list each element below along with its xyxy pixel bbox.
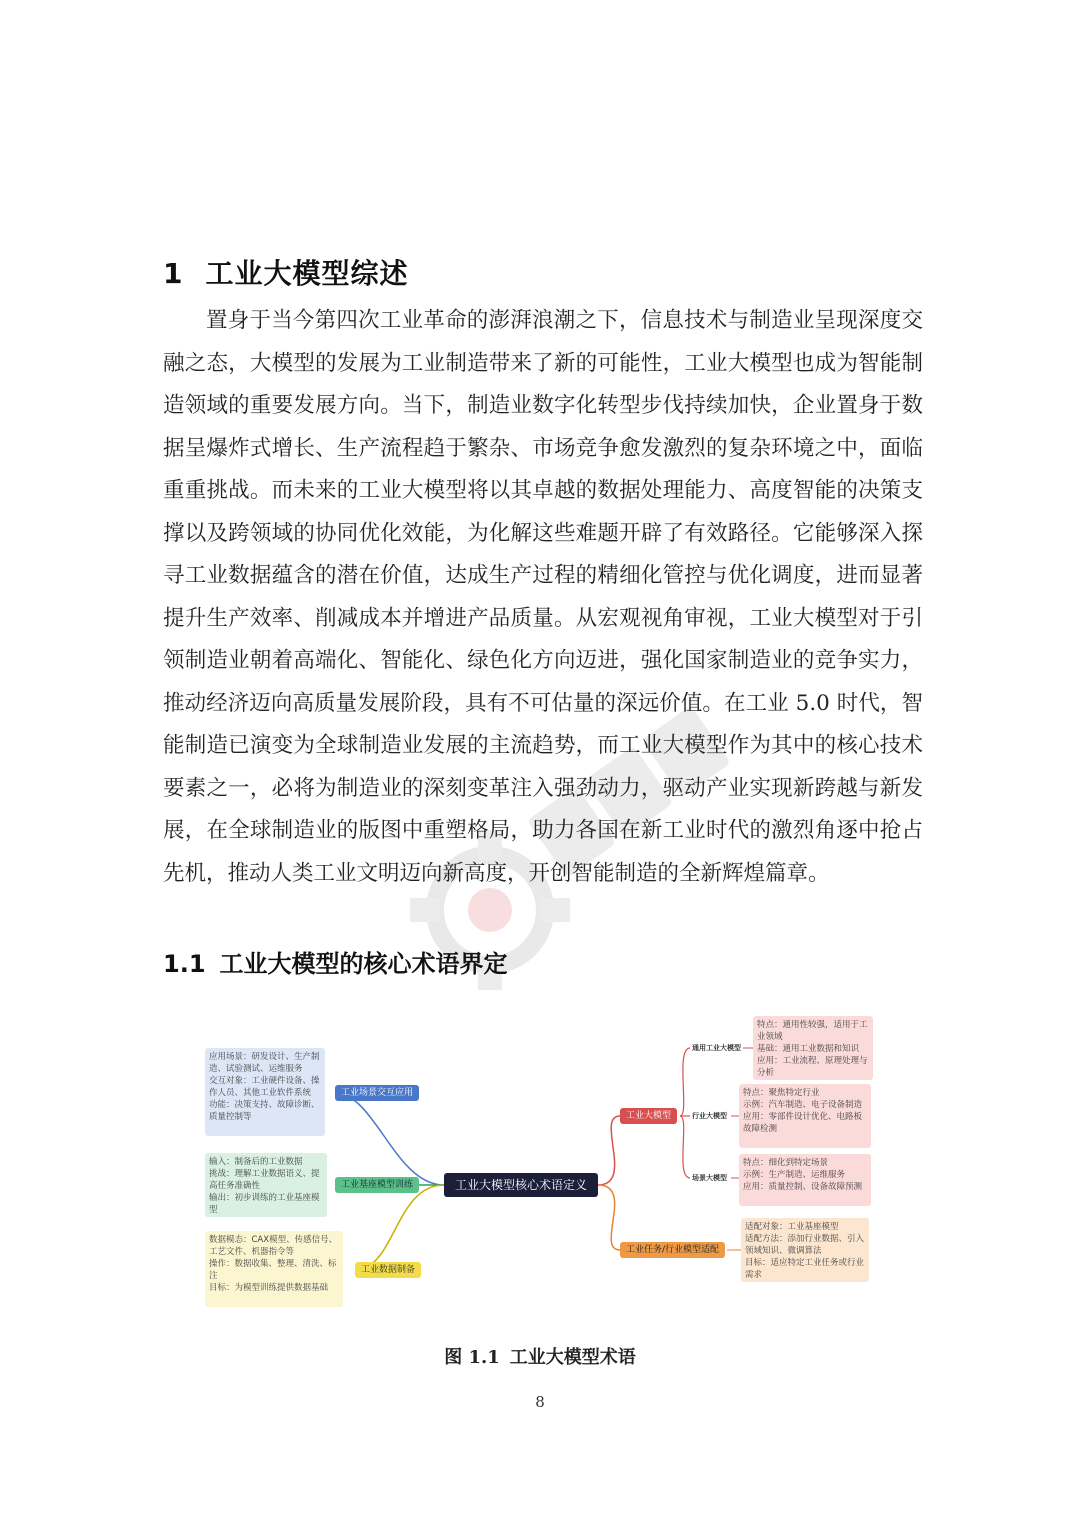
mindmap-figure — [195, 1010, 885, 1315]
page-number: 8 — [535, 1393, 545, 1411]
node-root: 工业大模型核心术语定义 — [444, 1173, 598, 1197]
node-industrial-model: 工业大模型 — [620, 1108, 677, 1124]
figure-number: 图 1.1 — [444, 1347, 500, 1368]
section-number: 1 — [163, 257, 184, 290]
section-heading — [163, 252, 409, 292]
subsection-number: 1.1 — [163, 950, 206, 978]
detail-box-general-model: 特点：通用性较强，适用于工业领域 基础：通用工业数据和知识 应用：工业流程、原理处理与分析 — [753, 1016, 873, 1080]
node-industry-model: 行业大模型 — [692, 1112, 727, 1120]
node-general-model: 通用工业大模型 — [692, 1044, 741, 1052]
node-scene-app: 工业场景交互应用 — [335, 1085, 419, 1101]
node-base-training: 工业基座模型训练 — [335, 1177, 419, 1193]
subsection-heading — [163, 944, 508, 979]
figure-caption — [0, 1343, 1080, 1369]
body-paragraph: 置身于当今第四次工业革命的澎湃浪潮之下，信息技术与制造业呈现深度交融之态，大模型的发展为工业制造带来了新的可能性，工业大模型也成为智能制造领域的重要发展方向。当下，制造业数字化转型步伐持续加快，企业置身于数据呈爆炸式增长、生产流程趋于繁杂、市场竞争愈发激烈的复杂环境之中，面临重重挑战。而未来的工业大模型将以其卓越的数据处理能力、高度智能的决策支撑以及跨领域的协同优化效能，为化解这些难题开辟了有效路径。它能够深入探寻工业数据蕴含的潜在价值，达成生产过程的精细化管控与优化调度，进而显著提升生产效率、削减成本并增进产品质量。从宏观视角审视，工业大模型对于引领制造业朝着高端化、智能化、绿色化方向迈进，强化国家制造业的竞争实力，推动经济迈向高质量发展阶段，具有不可估量的深远价值。在工业 5.0 时代，智能制造已演变为全球制造业发展的主流趋势，而工业大模型作为其中的核心技术要素之一，必将为制造业的深刻变革注入强劲动力，驱动产业实现新跨越与新发展，在全球制造业的版图中重塑格局，助力各国在新工业时代的激烈角逐中抢占先机，推动人类工业文明迈向新高度，开创智能制造的全新辉煌篇章。 — [163, 308, 923, 886]
node-data-prep: 工业数据制备 — [355, 1262, 421, 1278]
subsection-title: 工业大模型的核心术语界定 — [219, 950, 508, 978]
detail-box-industry-model: 特点：聚焦特定行业 示例：汽车制造、电子设备制造 应用：零部件设计优化、电路板故障检测 — [739, 1084, 871, 1148]
body-text — [163, 300, 923, 895]
detail-box-scene-app: 应用场景：研发设计、生产制造、试验测试、运维服务 交互对象：工业硬件设备、操作人员、其他工业软件系统 功能：决策支持、故障诊断、质量控制等 — [205, 1048, 325, 1136]
detail-box-data-prep: 数据模态：CAX模型、传感信号、工艺文件、机器指令等 操作：数据收集、整理、清洗、标注 目标：为模型训练提供数据基础 — [205, 1231, 343, 1307]
figure-title: 工业大模型术语 — [509, 1347, 636, 1368]
detail-box-task-adapt: 适配对象：工业基座模型 适配方法：添加行业数据、引入领域知识、微调算法 目标：适应特定工业任务或行业需求 — [741, 1218, 869, 1282]
detail-box-base-training: 输入：制备后的工业数据 挑战：理解工业数据语义、提高任务准确性 输出：初步训练的工业基座模型 — [205, 1153, 327, 1217]
node-task-adapt: 工业任务/行业模型适配 — [620, 1242, 725, 1258]
detail-box-scene-model: 特点：细化到特定场景 示例：生产制造、运维服务 应用：质量控制、设备故障预测 — [739, 1154, 871, 1206]
section-title: 工业大模型综述 — [205, 257, 409, 290]
node-scene-model: 场景大模型 — [692, 1174, 727, 1182]
